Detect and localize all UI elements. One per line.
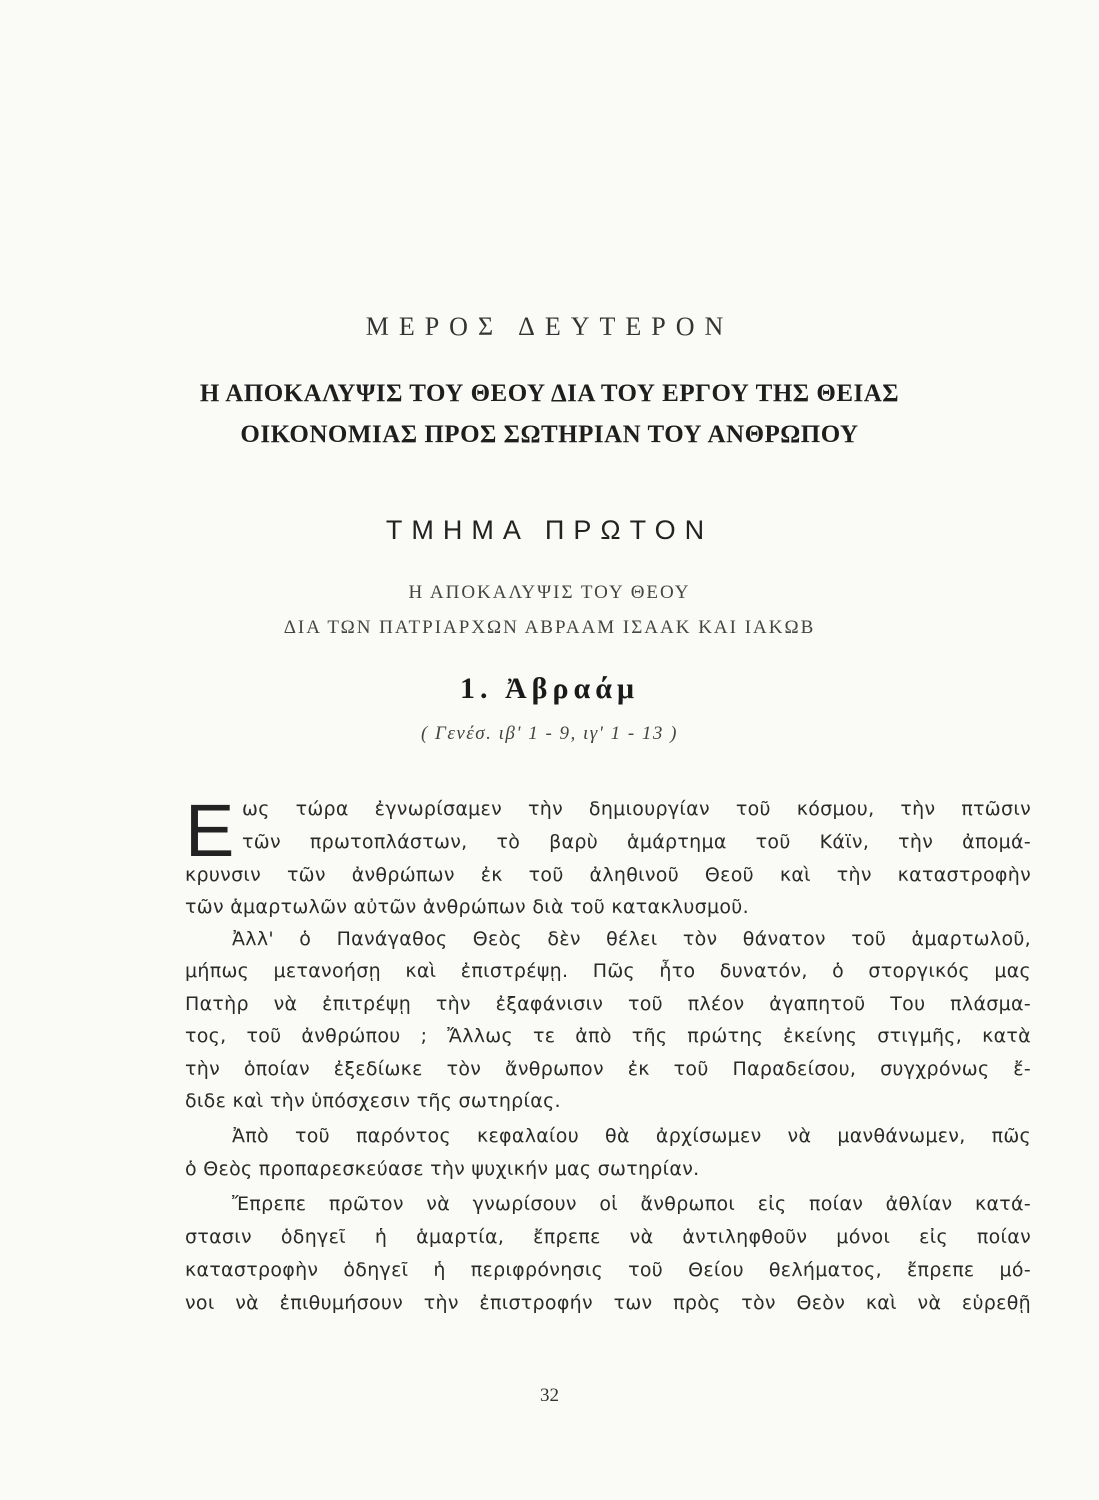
body-line: Πατὴρ νὰ ἐπιτρέψῃ τὴν ἐξαφάνισιν τοῦ πλέον ἀγαπητοῦ Του πλάσμα- xyxy=(185,993,1031,1015)
body-line: Ἀπὸ τοῦ παρόντος κεφαλαίου θὰ ἀρχίσωμεν νὰ μανθάνωμεν, πῶς xyxy=(232,1125,1031,1147)
drop-cap: Ε xyxy=(185,789,235,872)
chapter-title: 1. Ἀβραάμ xyxy=(459,672,640,705)
body-line: Ἀλλ' ὁ Πανάγαθος Θεὸς δὲν θέλει τὸν θάνατον τοῦ ἁμαρτωλοῦ, xyxy=(232,928,1031,950)
body-line: ὁ Θεὸς προπαρεσκεύασε τὴν ψυχικήν μας σωτηρίαν. xyxy=(185,1158,700,1180)
chapter-reference: ( Γενέσ. ιβ' 1 - 9, ιγ' 1 - 13 ) xyxy=(420,723,679,744)
body-line: μήπως μετανοήσῃ καὶ ἐπιστρέψῃ. Πῶς ἦτο δυνατόν, ὁ στοργικός μας xyxy=(185,960,1031,982)
body-line: στασιν ὁδηγεῖ ἡ ἁμαρτία, ἔπρεπε νὰ ἀντιληφθοῦν μόνοι εἰς ποίαν xyxy=(185,1226,1031,1248)
body-line: νοι νὰ ἐπιθυμήσουν τὴν ἐπιστροφήν των πρὸς τὸν Θεὸν καὶ νὰ εὑρεθῇ xyxy=(185,1292,1031,1314)
body-line: τῶν ἁμαρτωλῶν αὐτῶν ἀνθρώπων διὰ τοῦ κατακλυσμοῦ. xyxy=(185,896,749,918)
body-text xyxy=(0,784,1099,1384)
main-title-line-2: ΟΙΚΟΝΟΜΙΑΣ ΠΡΟΣ ΣΩΤΗΡΙΑΝ ΤΟΥ ΑΝΘΡΩΠΟΥ xyxy=(240,421,859,448)
body-line: κρυνσιν τῶν ἀνθρώπων ἐκ τοῦ ἀληθινοῦ Θεοῦ καὶ τὴν καταστροφὴν xyxy=(185,864,1031,886)
body-line: ως τώρα ἐγνωρίσαμεν τὴν δημιουργίαν τοῦ κόσμου, τὴν πτῶσιν xyxy=(242,798,1031,820)
sub-title-line-1: Η ΑΠΟΚΑΛΥΨΙΣ ΤΟΥ ΘΕΟΥ xyxy=(408,582,691,603)
section-label: ΤΜΗΜΑ ΠΡΩΤΟΝ xyxy=(385,515,714,545)
sub-title-line-2: ΔΙΑ ΤΩΝ ΠΑΤΡΙΑΡΧΩΝ ΑΒΡΑΑΜ ΙΣΑΑΚ ΚΑΙ ΙΑΚΩΒ xyxy=(283,617,816,638)
body-line: τῶν πρωτοπλάστων, τὸ βαρὺ ἁμάρτημα τοῦ Κάϊν, τὴν ἀπομά- xyxy=(242,831,1031,853)
body-line: τὴν ὁποίαν ἐξεδίωκε τὸν ἄνθρωπον ἐκ τοῦ Παραδείσου, συγχρόνως ἔ- xyxy=(185,1058,1031,1080)
main-title-line-1: Η ΑΠΟΚΑΛΥΨΙΣ ΤΟΥ ΘΕΟΥ ΔΙΑ ΤΟΥ ΕΡΓΟΥ ΤΗΣ ΘΕΙΑΣ xyxy=(199,380,900,407)
body-line: διδε καὶ τὴν ὑπόσχεσιν τῆς σωτηρίας. xyxy=(185,1090,561,1112)
body-line: καταστροφὴν ὁδηγεῖ ἡ περιφρόνησις τοῦ Θείου θελήματος, ἔπρεπε μό- xyxy=(185,1259,1031,1281)
page-number: 32 xyxy=(540,1385,559,1406)
body-line: Ἔπρεπε πρῶτον νὰ γνωρίσουν οἱ ἄνθρωποι εἰς ποίαν ἀθλίαν κατά- xyxy=(232,1193,1031,1215)
part-label: ΜΕΡΟΣ ΔΕΥΤΕΡΟΝ xyxy=(365,312,734,341)
body-line: τος, τοῦ ἀνθρώπου ; Ἄλλως τε ἀπὸ τῆς πρώτης ἐκείνης στιγμῆς, κατὰ xyxy=(185,1025,1031,1047)
